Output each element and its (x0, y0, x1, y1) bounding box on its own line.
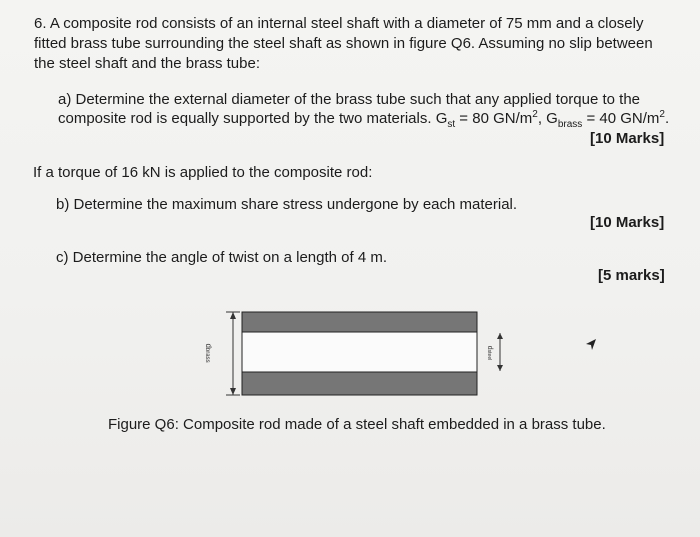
part-a-marks: [10 Marks] (590, 130, 665, 147)
steel-diameter-label: dsteel (486, 345, 493, 361)
g-st-exponent: 2 (532, 109, 538, 120)
figure-caption: Figure Q6: Composite rod made of a steel shaft embedded in a brass tube. (108, 416, 606, 433)
part-a-line1: a) Determine the external diameter of the brass tube such that any applied torque to the (58, 91, 641, 108)
part-a-line2 (58, 109, 669, 128)
brass-arrow-down (230, 388, 236, 395)
steel-arrow-up (497, 333, 503, 339)
g-brass-value: = 40 GN/m (582, 110, 660, 127)
brass-tube-bottom (242, 372, 477, 395)
part-a-end: . (664, 110, 670, 127)
pen-mark-icon (584, 338, 598, 352)
torque-statement: If a torque of 16 kN is applied to the composite rod: (33, 164, 373, 181)
steel-arrow-down (497, 365, 503, 371)
g-brass-prefix: , G (537, 110, 558, 127)
g-brass-exponent: 2 (659, 109, 665, 120)
brass-tube-top (242, 312, 477, 332)
g-st-subscript: st (447, 119, 456, 130)
part-a-text: composite rod is equally supported by the two materials. G (58, 110, 448, 127)
g-st-value: = 80 GN/m (455, 110, 533, 127)
part-b-text: b) Determine the maximum share stress undergone by each material. (56, 196, 518, 213)
steel-shaft (242, 332, 477, 372)
composite-rod-figure (190, 305, 550, 400)
brass-diameter-label: dbrass (204, 343, 213, 363)
question-intro: 6. A composite rod consists of an internal steel shaft with a diameter of 75 mm and a closely fitted brass tube surrounding the steel shaft as shown in figure Q6. Assuming no slip between the steel shaft and the brass tube: (34, 15, 653, 72)
part-c-marks: [5 marks] (598, 267, 665, 284)
part-c-text: c) Determine the angle of twist on a length of 4 m. (56, 249, 388, 266)
brass-arrow-up (230, 312, 236, 319)
part-b-marks: [10 Marks] (590, 214, 665, 231)
g-brass-subscript: brass (557, 119, 583, 130)
